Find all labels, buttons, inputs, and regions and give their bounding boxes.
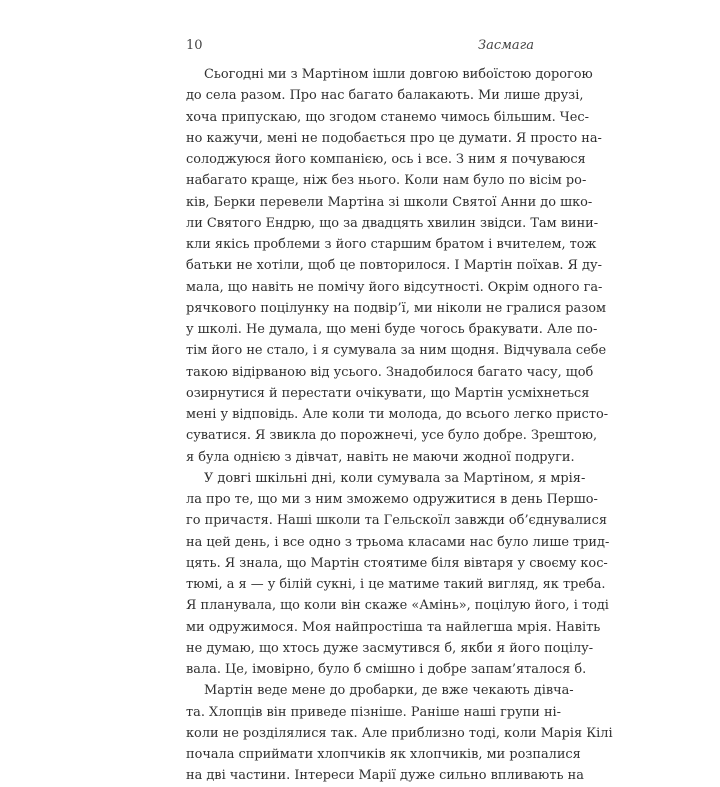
text-line: кли якісь проблеми з його старшим братом і вчителем, тож <box>186 237 597 252</box>
page-number: 10 <box>186 38 203 53</box>
text-line: тюмі, а я — у білій сукні, і це матиме такий вигляд, як треба. <box>186 577 606 592</box>
running-title: Засмага <box>478 38 534 53</box>
body-text <box>186 64 613 787</box>
page-header <box>186 38 534 58</box>
text-line: солоджуюся його компанією, ось і все. З ним я почуваюся <box>186 152 586 167</box>
text-line: такою відірваною від усього. Знадобилося багато часу, щоб <box>186 364 594 380</box>
text-line: ли Святого Ендрю, що за двадцять хвилин звідси. Там вини- <box>186 215 599 231</box>
text-line: вала. Це, імовірно, було б смішно і добре запам’яталося б. <box>186 662 587 677</box>
text-line: мала, що навіть не помічу його відсутності. Окрім одного га- <box>186 279 603 295</box>
text-line: Я планувала, що коли він скаже «Амінь», поцілую його, і тоді <box>186 598 609 614</box>
text-line: та. Хлопців він приведе пізніше. Раніше наші групи ні- <box>186 704 562 720</box>
text-line: цять. Я знала, що Мартін стоятиме біля вівтаря у своєму кос- <box>186 555 608 571</box>
text-line: го причастя. Наші школи та Гельскоїл завжди об’єднувалися <box>186 513 607 529</box>
text-line: у школі. Не думала, що мені буде чогось бракувати. Але по- <box>186 322 598 337</box>
text-line: суватися. Я звикла до порожнечі, усе було добре. Зрештою, <box>186 428 598 444</box>
text-line: на цей день, і все одно з трьома класами нас було лише трид- <box>186 534 610 550</box>
text-line: ми одружимося. Моя найпростіша та найлегша мрія. Навіть <box>186 619 601 635</box>
text-line: я була однією з дівчат, навіть не маючи жодної подруги. <box>186 449 575 465</box>
text-line: мені у відповідь. Але коли ти молода, до всього легко присто- <box>186 407 609 422</box>
text-line: Сьогодні ми з Мартіном ішли довгою вибоїстою дорогою <box>204 67 593 82</box>
text-line: почала сприймати хлопчиків як хлопчиків, ми розпалися <box>186 747 581 762</box>
text-line: хоча припускаю, що згодом станемо чимось більшим. Чес- <box>186 109 589 125</box>
text-line: озирнутися й перестати очікувати, що Мартін усміхнеться <box>186 385 590 401</box>
text-line: набагато краще, ніж без нього. Коли нам було по вісім ро- <box>186 173 587 189</box>
text-line: Мартін веде мене до дробарки, де вже чекають дівча- <box>204 683 574 699</box>
text-line: коли не розділялися так. Але приблизно тоді, коли Марія Кілі <box>186 725 613 741</box>
text-line: до села разом. Про нас багато балакають. Ми лише друзі, <box>186 88 584 104</box>
text-line: батьки не хотіли, щоб це повторилося. І Мартін поїхав. Я ду- <box>186 258 602 274</box>
text-line: не думаю, що хтось дуже засмутився б, якби я його поцілу- <box>186 640 594 656</box>
text-line: ків, Берки перевели Мартіна зі школи Святої Анни до шко- <box>186 194 593 210</box>
text-line: но кажучи, мені не подобається про це думати. Я просто на- <box>186 130 602 146</box>
text-line: рячкового поцілунку на подвір’ї, ми ніколи не гралися разом <box>186 300 607 316</box>
text-line: У довгі шкільні дні, коли сумувала за Мартіном, я мрія- <box>204 470 586 486</box>
text-line: тім його не стало, і я сумувала за ним щодня. Відчувала себе <box>186 343 607 359</box>
text-line: ла про те, що ми з ним зможемо одружитися в день Першо- <box>186 492 598 507</box>
text-line: на дві частини. Інтереси Марії дуже сильно впливають на <box>186 768 584 784</box>
